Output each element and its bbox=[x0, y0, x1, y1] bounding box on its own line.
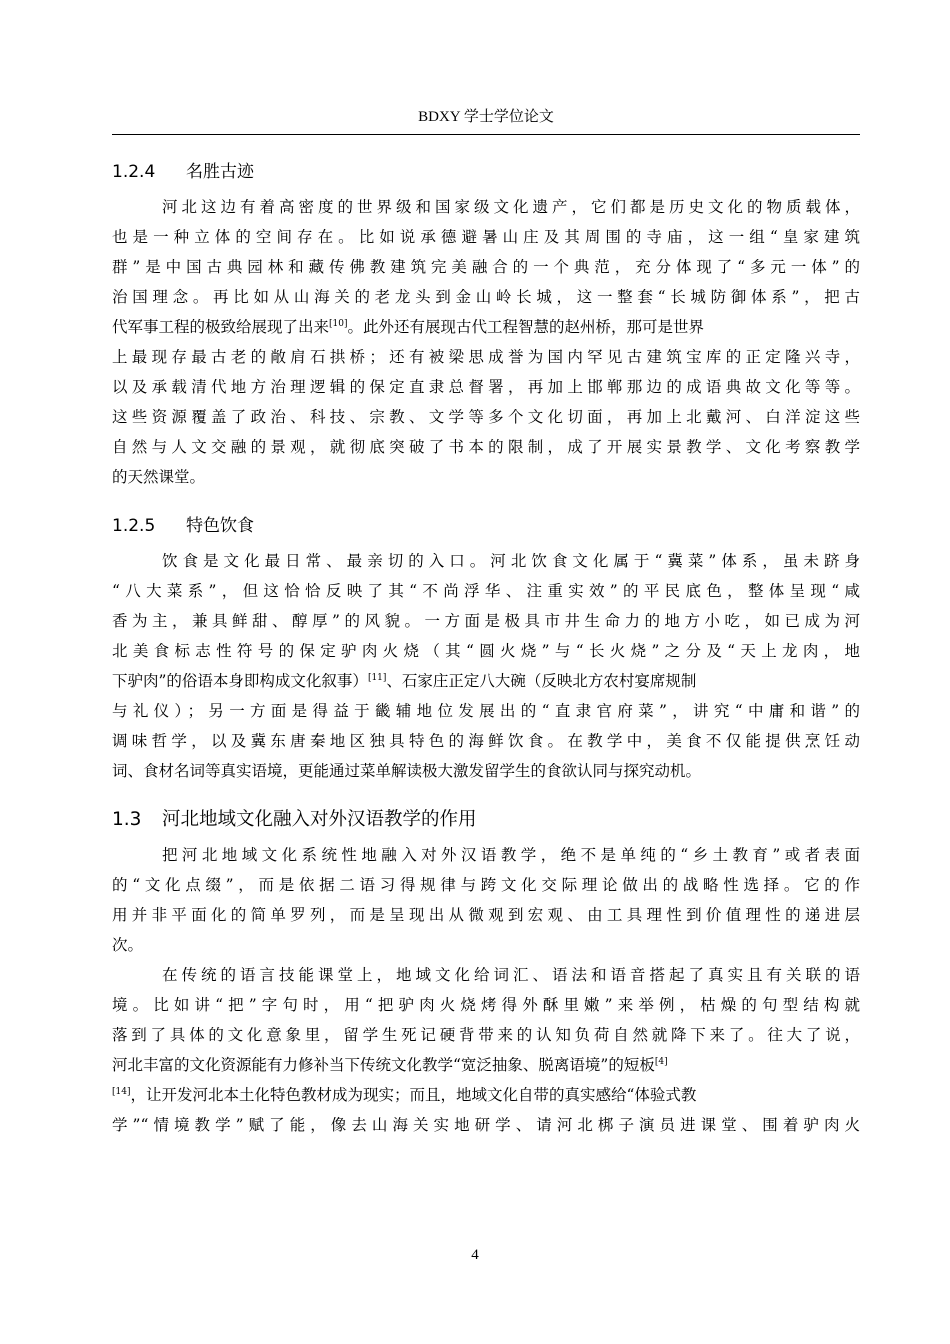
text-line: 自然与人文交融的景观，就彻底突破了书本的限制，成了开展实景教学、文化考察教学 bbox=[112, 438, 860, 456]
text-line: 河北这边有着高密度的世界级和国家级文化遗产，它们都是历史文化的物质载体， bbox=[162, 198, 860, 216]
page-number: 4 bbox=[471, 1247, 479, 1263]
text-line: 这些资源覆盖了政治、科技、宗教、文学等多个文化切面，再加上北戴河、白洋淀这些 bbox=[112, 408, 860, 426]
text-line: 用并非平面化的简单罗列，而是呈现出从微观到宏观、由工具理性到价值理性的递进层 bbox=[112, 906, 860, 924]
text-fragment: 河北丰富的文化资源能有力修补当下传统文化教学“宽泛抽象、脱离语境”的短板 bbox=[112, 1056, 655, 1074]
text-line bbox=[112, 666, 860, 696]
section-number: 1.2.5 bbox=[112, 516, 156, 536]
text-fragment: 代军事工程的极致给展现了出来 bbox=[112, 318, 330, 336]
citation-ref: [4] bbox=[654, 1057, 668, 1067]
text-line bbox=[112, 1080, 860, 1110]
paragraph-cuisine bbox=[112, 546, 860, 786]
text-line: 词、食材名词等真实语境，更能通过菜单解读极大激发留学生的食欲认同与探究动机。 bbox=[112, 762, 702, 780]
text-line: 的“文化点缀”，而是依据二语习得规律与跨文化交际理论做出的战略性选择。它的作 bbox=[112, 876, 860, 894]
paragraph-role-detail bbox=[112, 960, 860, 1140]
text-line: 饮食是文化最日常、最亲切的入口。河北饮食文化属于“冀菜”体系，虽未跻身 bbox=[162, 552, 860, 570]
text-line: 调味哲学，以及冀东唐秦地区独具特色的海鲜饮食。在教学中，美食不仅能提供烹饪动 bbox=[112, 732, 860, 750]
text-fragment: 。此外还有展现古代工程智慧的赵州桥，那可是世界 bbox=[347, 318, 705, 336]
header-title: BDXY 学士学位论文 bbox=[418, 109, 554, 125]
text-line bbox=[112, 312, 860, 342]
text-line: 落到了具体的文化意象里，留学生死记硬背带来的认知负荷自然就降下来了。往大了说， bbox=[112, 1026, 860, 1044]
section-number: 1.3 bbox=[112, 809, 142, 830]
text-line: 也是一种立体的空间存在。比如说承德避暑山庄及其周围的寺庙，这一组“皇家建筑 bbox=[112, 228, 860, 246]
text-line bbox=[112, 1050, 860, 1080]
page-body bbox=[112, 152, 860, 1140]
section-title: 河北地域文化融入对外汉语教学的作用 bbox=[162, 809, 477, 830]
section-heading-1-2-4 bbox=[112, 152, 860, 192]
text-line: 把河北地域文化系统性地融入对外汉语教学，绝不是单纯的“乡土教育”或者表面 bbox=[162, 846, 860, 864]
section-number: 1.2.4 bbox=[112, 162, 156, 182]
text-line: 在传统的语言技能课堂上，地域文化给词汇、语法和语音搭起了真实且有关联的语 bbox=[162, 966, 860, 984]
section-heading-1-3 bbox=[112, 800, 860, 840]
text-line: 香为主，兼具鲜甜、醇厚”的风貌。一方面是极具市井生命力的地方小吃，如已成为河 bbox=[112, 612, 860, 630]
text-line: 的天然课堂。 bbox=[112, 468, 206, 486]
text-fragment: 下驴肉”的俗语本身即构成文化叙事） bbox=[112, 672, 368, 690]
text-line: 北美食标志性符号的保定驴肉火烧（其“圆火烧”与“长火烧”之分及“天上龙肉，地 bbox=[112, 642, 860, 660]
text-line: 上最现存最古老的敞肩石拱桥；还有被梁思成誉为国内罕见古建筑宝库的正定隆兴寺， bbox=[112, 348, 860, 366]
section-heading-1-2-5 bbox=[112, 506, 860, 546]
text-line: “八大菜系”，但这恰恰反映了其“不尚浮华、注重实效”的平民底色，整体呈现“咸 bbox=[112, 582, 860, 600]
text-fragment: ，让开发河北本土化特色教材成为现实；而且，地域文化自带的真实感给“体验式教 bbox=[130, 1086, 697, 1104]
text-line: 与礼仪）；另一方面是得益于畿辅地位发展出的“直隶官府菜”，讲究“中庸和谐”的 bbox=[112, 702, 860, 720]
running-header bbox=[112, 104, 860, 135]
paragraph-scenic-sites bbox=[112, 192, 860, 492]
text-line: 以及承载清代地方治理逻辑的保定直隶总督署，再加上邯郸那边的成语典故文化等等。 bbox=[112, 378, 860, 396]
text-line: 学”“情境教学”赋了能，像去山海关实地研学、请河北梆子演员进课堂、围着驴肉火 bbox=[112, 1116, 860, 1134]
citation-ref: [10] bbox=[329, 319, 348, 329]
text-line: 治国理念。再比如从山海关的老龙头到金山岭长城，这一整套“长城防御体系”，把古 bbox=[112, 288, 860, 306]
citation-ref: [14] bbox=[112, 1087, 131, 1097]
text-line: 次。 bbox=[112, 936, 144, 954]
section-title: 特色饮食 bbox=[186, 516, 254, 536]
citation-ref: [11] bbox=[367, 673, 387, 683]
section-title: 名胜古迹 bbox=[186, 162, 254, 182]
paragraph-role-intro bbox=[112, 840, 860, 960]
text-line: 境。比如讲“把”字句时，用“把驴肉火烧烤得外酥里嫩”来举例，枯燥的句型结构就 bbox=[112, 996, 860, 1014]
text-fragment: 、石家庄正定八大碗（反映北方农村宴席规制 bbox=[386, 672, 697, 690]
text-line: 群”是中国古典园林和藏传佛教建筑完美融合的一个典范，充分体现了“多元一体”的 bbox=[112, 258, 860, 276]
